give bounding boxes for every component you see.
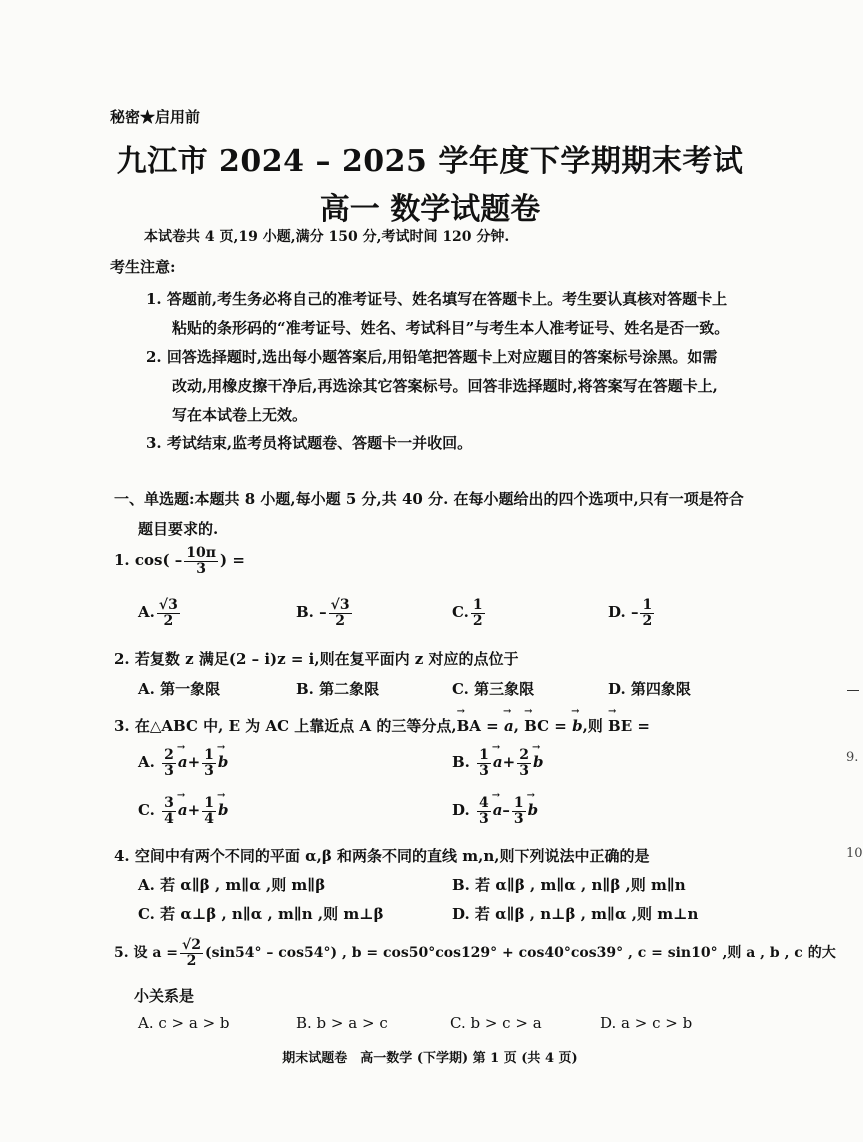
section-heading-cont: 题目要求的.: [138, 520, 219, 538]
q1-option-b: B. – $\frac{√3}{2}$: [296, 597, 350, 629]
q4-option-c: C. 若 α⊥β , n∥α , m∥n ,则 m⊥β: [138, 905, 384, 923]
q1-option-a: A. $\frac{√3}{2}$: [138, 597, 178, 629]
notice-item: 1. 答题前,考生务必将自己的准考证号、姓名填写在答题卡上。考生要认真核对答题卡上: [146, 290, 728, 308]
notice-heading: 考生注意:: [110, 258, 176, 276]
vector-b: → b: [572, 717, 583, 735]
question-4: 4. 空间中有两个不同的平面 α,β 和两条不同的直线 m,n,则下列说法中正确的是: [114, 847, 650, 865]
q1-suffix: ) =: [220, 551, 245, 570]
q4-option-d: D. 若 α∥β , n⊥β , m∥α ,则 m⊥n: [452, 905, 699, 923]
exam-info: 本试卷共 4 页,19 小题,满分 150 分,考试时间 120 分钟.: [144, 229, 510, 245]
q5-option-d: D. a > c > b: [600, 1014, 693, 1032]
q3-option-c: C. $\frac{3}{4}$ → a+ $\frac{1}{4}$ → b: [138, 796, 228, 826]
edge-mark: 9.: [846, 750, 859, 765]
q3-option-d: D. $\frac{4}{3}$ → a– $\frac{1}{3}$ → b: [452, 796, 538, 826]
q2-option-c: C. 第三象限: [452, 680, 535, 698]
q1-option-d: D. – $\frac{1}{2}$: [608, 597, 653, 629]
q1-prefix: 1. cos( –: [114, 551, 183, 570]
confidential-label: 秘密★启用前: [110, 108, 201, 126]
vector-BC: → BC: [524, 717, 549, 735]
notice-item: 写在本试卷上无效。: [172, 406, 308, 424]
question-2: 2. 若复数 z 满足(2 – i)z = i,则在复平面内 z 对应的点位于: [114, 650, 519, 668]
q3-option-b: B. $\frac{1}{3}$ → a+ $\frac{2}{3}$ → b: [452, 748, 543, 778]
notice-item: 粘贴的条形码的“准考证号、姓名、考试科目”与考生本人准考证号、姓名是否一致。: [172, 319, 730, 337]
q5-option-b: B. b > a > c: [296, 1014, 388, 1032]
q5-option-c: C. b > c > a: [450, 1014, 542, 1032]
question-3: 3. 在△ABC 中, E 为 AC 上靠近点 A 的三等分点,→ BA = → a, → BC = → b,则 → BE =: [114, 715, 650, 736]
q2-option-d: D. 第四象限: [608, 680, 691, 698]
notice-item: 2. 回答选择题时,选出每小题答案后,用铅笔把答题卡上对应题目的答案标号涂黑。如需: [146, 348, 718, 366]
vector-a: → a: [504, 717, 514, 735]
section-heading: 一、单选题:本题共 8 小题,每小题 5 分,共 40 分. 在每小题给出的四个选项中,只有一项是符合: [114, 490, 744, 508]
exam-subtitle: 高一 数学试题卷: [319, 192, 541, 227]
question-5: 5. 设 a = $\frac{√2}{2}$ (sin54° – cos54°) , b = cos50°cos129° + cos40°cos39° , c = sin10° ,则 a , b , c 的大: [114, 937, 836, 969]
question-1: [114, 546, 245, 576]
q5-option-a: A. c > a > b: [138, 1014, 230, 1032]
edge-mark: 10: [846, 846, 863, 861]
q1-fraction: $\frac{10\pi}{3}$: [186, 545, 217, 577]
q4-option-a: A. 若 α∥β , m∥α ,则 m∥β: [138, 876, 326, 894]
edge-dash: [847, 690, 859, 691]
q4-option-b: B. 若 α∥β , m∥α , n∥β ,则 m∥n: [452, 876, 686, 894]
q1-option-c: C. $\frac{1}{2}$: [452, 597, 483, 629]
notice-item: 3. 考试结束,监考员将试题卷、答题卡一并收回。: [146, 434, 473, 452]
q3-option-a: A. $\frac{2}{3}$ → a+ $\frac{1}{3}$ → b: [138, 748, 228, 778]
notice-item: 改动,用橡皮擦干净后,再选涂其它答案标号。回答非选择题时,将答案写在答题卡上,: [172, 377, 718, 395]
question-5-cont: 小关系是: [134, 987, 195, 1005]
q2-option-b: B. 第二象限: [296, 680, 380, 698]
vector-BA: → BA: [457, 717, 481, 735]
q2-option-a: A. 第一象限: [138, 680, 221, 698]
page-footer: 期末试题卷 高一数学 (下学期) 第 1 页 (共 4 页): [282, 1051, 578, 1066]
vector-BE: → BE: [608, 717, 632, 735]
exam-title: 九江市 2024 – 2025 学年度下学期期末考试: [116, 144, 744, 179]
